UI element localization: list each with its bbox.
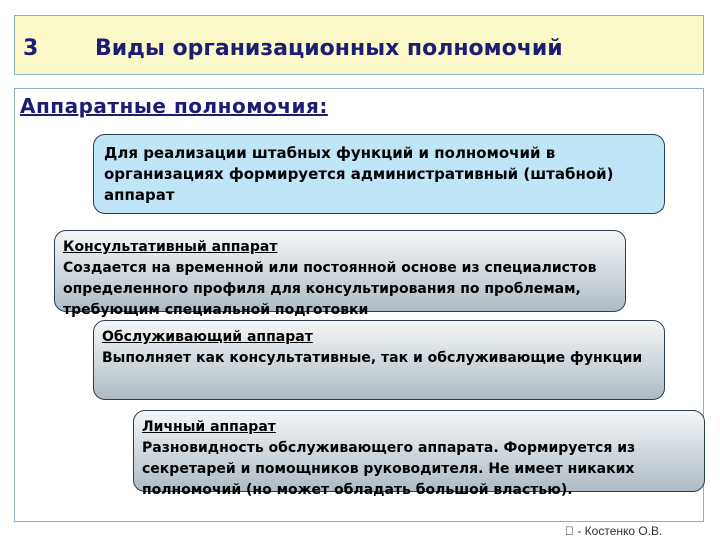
service-apparatus-title: Обслуживающий аппарат	[102, 329, 313, 345]
consultative-apparatus-box	[54, 230, 626, 318]
personal-apparatus-title: Личный аппарат	[142, 419, 276, 435]
staff-apparatus-text: Для реализации штабных функций и полномочий в организациях формируется административный (штабной) аппарат	[104, 144, 614, 204]
page-title: Виды организационных полномочий	[95, 36, 563, 61]
section-heading: Аппаратные полномочия:	[20, 94, 328, 118]
service-apparatus-box	[93, 320, 665, 400]
personal-apparatus-text: Разновидность обслуживающего аппарата. Формируется из секретарей и помощников руководителя. Не имеет никаких полномочий (но может обладать большой властью).	[142, 440, 636, 498]
consultative-apparatus-title: Консультативный аппарат	[63, 239, 278, 255]
slide-number: 3	[23, 36, 39, 61]
title-bar	[14, 15, 704, 75]
author-credit: - Костенко О.В.	[565, 524, 651, 538]
personal-apparatus-box	[133, 410, 705, 498]
consultative-apparatus-text: Создается на временной или постоянной основе из специалистов определенного профиля для консультирования по проблемам, требующим специальной подготовки	[63, 260, 597, 318]
staff-apparatus-box	[93, 134, 665, 214]
service-apparatus-text: Выполняет как консультативные, так и обслуживающие функции	[102, 350, 643, 366]
